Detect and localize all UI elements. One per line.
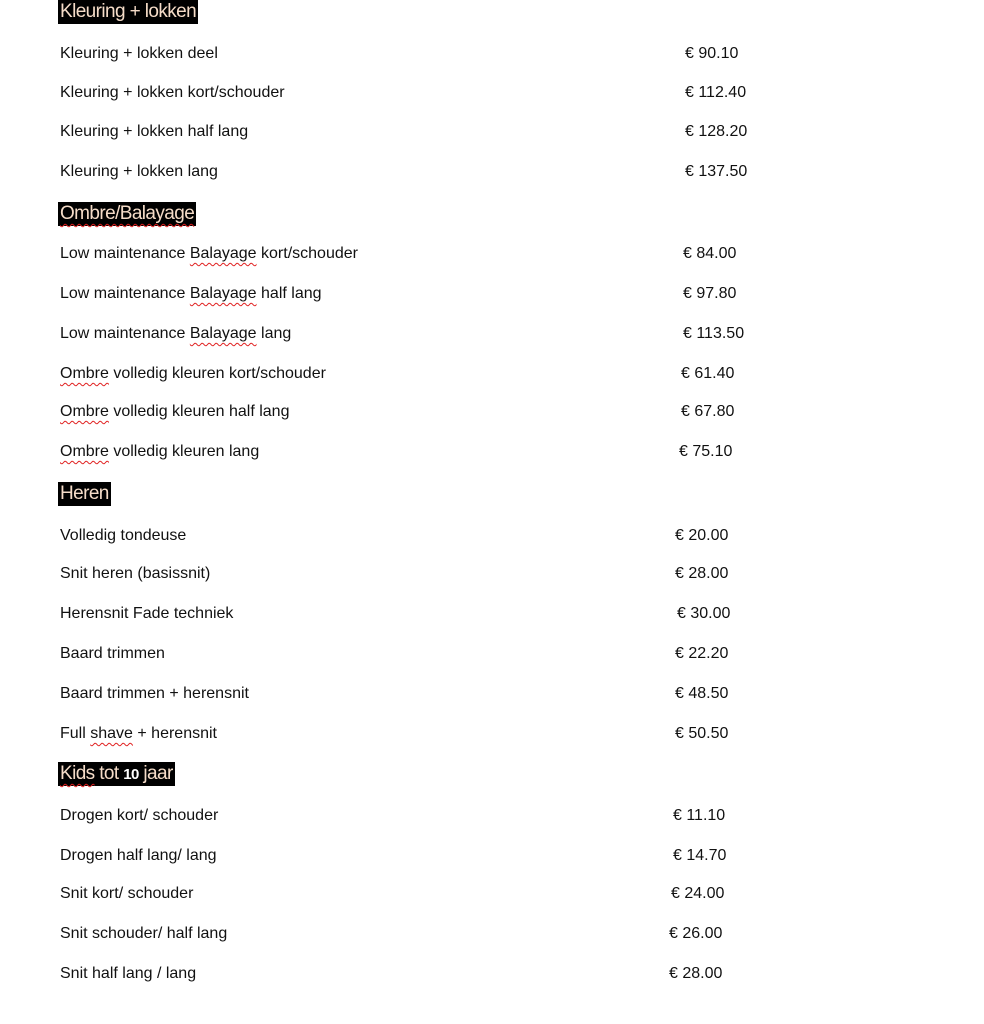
service-name: Herensnit Fade techniek bbox=[60, 605, 234, 622]
service-name: Volledig tondeuse bbox=[60, 527, 187, 544]
service-price: € 137.50 bbox=[685, 163, 748, 180]
service-price: € 61.40 bbox=[681, 365, 735, 382]
service-price: € 84.00 bbox=[683, 245, 737, 262]
section-heading-ombre-balayage bbox=[58, 202, 196, 226]
service-name: Kleuring + lokken kort/schouder bbox=[60, 84, 285, 101]
service-price: € 90.10 bbox=[685, 45, 739, 62]
service-name: Drogen half lang/ lang bbox=[60, 847, 217, 864]
service-name: Ombre volledig kleuren lang bbox=[60, 443, 260, 460]
service-price: € 75.10 bbox=[679, 443, 733, 460]
service-name: Kleuring + lokken deel bbox=[60, 45, 218, 62]
service-name: Low maintenance Balayage lang bbox=[60, 325, 292, 342]
spellcheck-marked-text: Balayage bbox=[189, 245, 257, 262]
service-name: Kleuring + lokken half lang bbox=[60, 123, 249, 140]
service-name: Snit kort/ schouder bbox=[60, 885, 194, 902]
service-price: € 112.40 bbox=[685, 84, 747, 101]
service-price: € 11.10 bbox=[673, 807, 726, 824]
service-name: Snit schouder/ half lang bbox=[60, 925, 228, 942]
service-name: Ombre volledig kleuren half lang bbox=[60, 403, 290, 420]
service-price: € 26.00 bbox=[669, 925, 723, 942]
age-number: 10 bbox=[123, 766, 139, 783]
spellcheck-marked-text: Kids bbox=[60, 763, 95, 784]
service-price: € 20.00 bbox=[675, 527, 729, 544]
section-heading-kleuring-lokken: Kleuring + lokken bbox=[60, 1, 197, 22]
service-name: Low maintenance Balayage kort/schouder bbox=[60, 245, 358, 262]
service-name: Snit heren (basissnit) bbox=[60, 565, 211, 582]
section-heading-kids: Kids tot 10 jaar bbox=[60, 763, 173, 784]
service-price: € 28.00 bbox=[675, 565, 729, 582]
spellcheck-marked-text: Ombre bbox=[60, 443, 109, 460]
spellcheck-marked-text: Balayage bbox=[189, 285, 257, 302]
service-price: € 97.80 bbox=[683, 285, 737, 302]
section-heading-heren: Heren bbox=[60, 483, 109, 504]
service-name: Full shave + herensnit bbox=[60, 725, 217, 742]
service-price: € 30.00 bbox=[677, 605, 731, 622]
service-price: € 50.50 bbox=[675, 725, 729, 742]
service-price: € 113.50 bbox=[683, 325, 745, 342]
service-name: Ombre volledig kleuren kort/schouder bbox=[60, 365, 326, 382]
service-name: Baard trimmen bbox=[60, 645, 165, 662]
spellcheck-marked-text: Ombre bbox=[60, 403, 109, 420]
service-name: Baard trimmen + herensnit bbox=[60, 685, 249, 702]
service-name: Kleuring + lokken lang bbox=[60, 163, 218, 180]
service-price: € 128.20 bbox=[685, 123, 748, 140]
service-price: € 48.50 bbox=[675, 685, 729, 702]
service-price: € 14.70 bbox=[673, 847, 727, 864]
spellcheck-marked-text: shave bbox=[90, 725, 133, 742]
service-name: Drogen kort/ schouder bbox=[60, 807, 219, 824]
spellcheck-marked-text: Ombre/Balayage bbox=[60, 203, 195, 224]
service-name: Snit half lang / lang bbox=[60, 965, 197, 982]
service-price: € 67.80 bbox=[681, 403, 735, 420]
spellcheck-marked-text: Ombre bbox=[60, 365, 109, 382]
service-price: € 28.00 bbox=[669, 965, 723, 982]
service-price: € 22.20 bbox=[675, 645, 729, 662]
spellcheck-marked-text: Balayage bbox=[189, 325, 257, 342]
service-name: Low maintenance Balayage half lang bbox=[60, 285, 322, 302]
service-price: € 24.00 bbox=[671, 885, 725, 902]
